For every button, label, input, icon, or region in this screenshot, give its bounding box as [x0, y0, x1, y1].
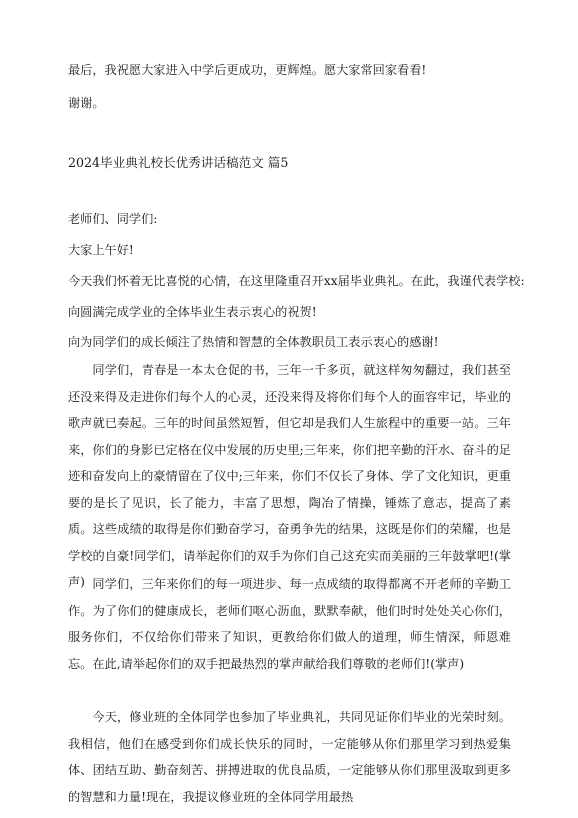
good-morning-line: 大家上午好!	[68, 243, 134, 257]
thanks-line: 谢谢。	[68, 96, 105, 110]
greeting-line: 老师们、同学们:	[68, 212, 158, 226]
paragraph-teachers: 同学们，三年来你们的每一项进步、每一点成绩的取得都离不开老师的辛勤工作。为了你们的健康成长，老师们呕心沥血，默默奉献，他们时时处处关心你们，服务你们，不仅给你们带来了知识，更教给你们做人的道理，师生情深，师恩难忘。在此,请举起你们的双手把最热烈的掌声献给我们尊敬的老师们!(掌声)	[68, 577, 511, 671]
paragraph-youth: 同学们，青春是一本太仓促的书，三年一千多页，就这样匆匆翻过，我们甚至还没来得及走进你们每个人的心灵，还没来得及将你们每个人的面容牢记，毕业的歌声就已奏起。三年的时间虽然短暂，但它却是我们人生旅程中的重要一站。三年来，你们的身影已定格在仪中发展的历史里;三年来，你们把辛勤的汗水、奋斗的足迹和奋发向上的豪情留在了仪中;三年来，你们不仅长了身体、学了文化知识，更重要的是长了见识，长了能力，丰富了思想，陶冶了情操，锤炼了意志，提高了素质。这些成绩的取得是你们勤奋学习，奋勇争先的结果，这既是你们的荣耀，也是学校的自豪!同学们，请举起你们的双手为你们自己这充实而美丽的三年鼓掌吧!(掌声)	[68, 363, 511, 589]
section-heading: 2024毕业典礼校长优秀讲话稿范文 篇5	[68, 155, 289, 170]
congrats-graduates-line: 向圆满完成学业的全体毕业生表示衷心的祝贺!	[68, 305, 317, 319]
thanks-staff-line: 向为同学们的成长倾注了热情和智慧的全体教职员工表示衷心的感谢!	[68, 335, 439, 349]
closing-wish-line: 最后，我祝愿大家进入中学后更成功，更辉煌。愿大家常回家看看!	[68, 63, 427, 77]
paragraph-repeat-class: 今天，修业班的全体同学也参加了毕业典礼，共同见证你们毕业的光荣时刻。我相信，他们在感受到你们成长快乐的同时，一定能够从你们那里学习到热爱集体、团结互助、勤奋刻苦、拼搏进取的优良品质，一定能够从你们那里汲取到更多的智慧和力量!现在，我提议修业班的全体同学用最热	[68, 710, 511, 804]
opening-line: 今天我们怀着无比喜悦的心情，在这里隆重召开xx届毕业典礼。在此，我谨代表学校:	[68, 274, 525, 288]
